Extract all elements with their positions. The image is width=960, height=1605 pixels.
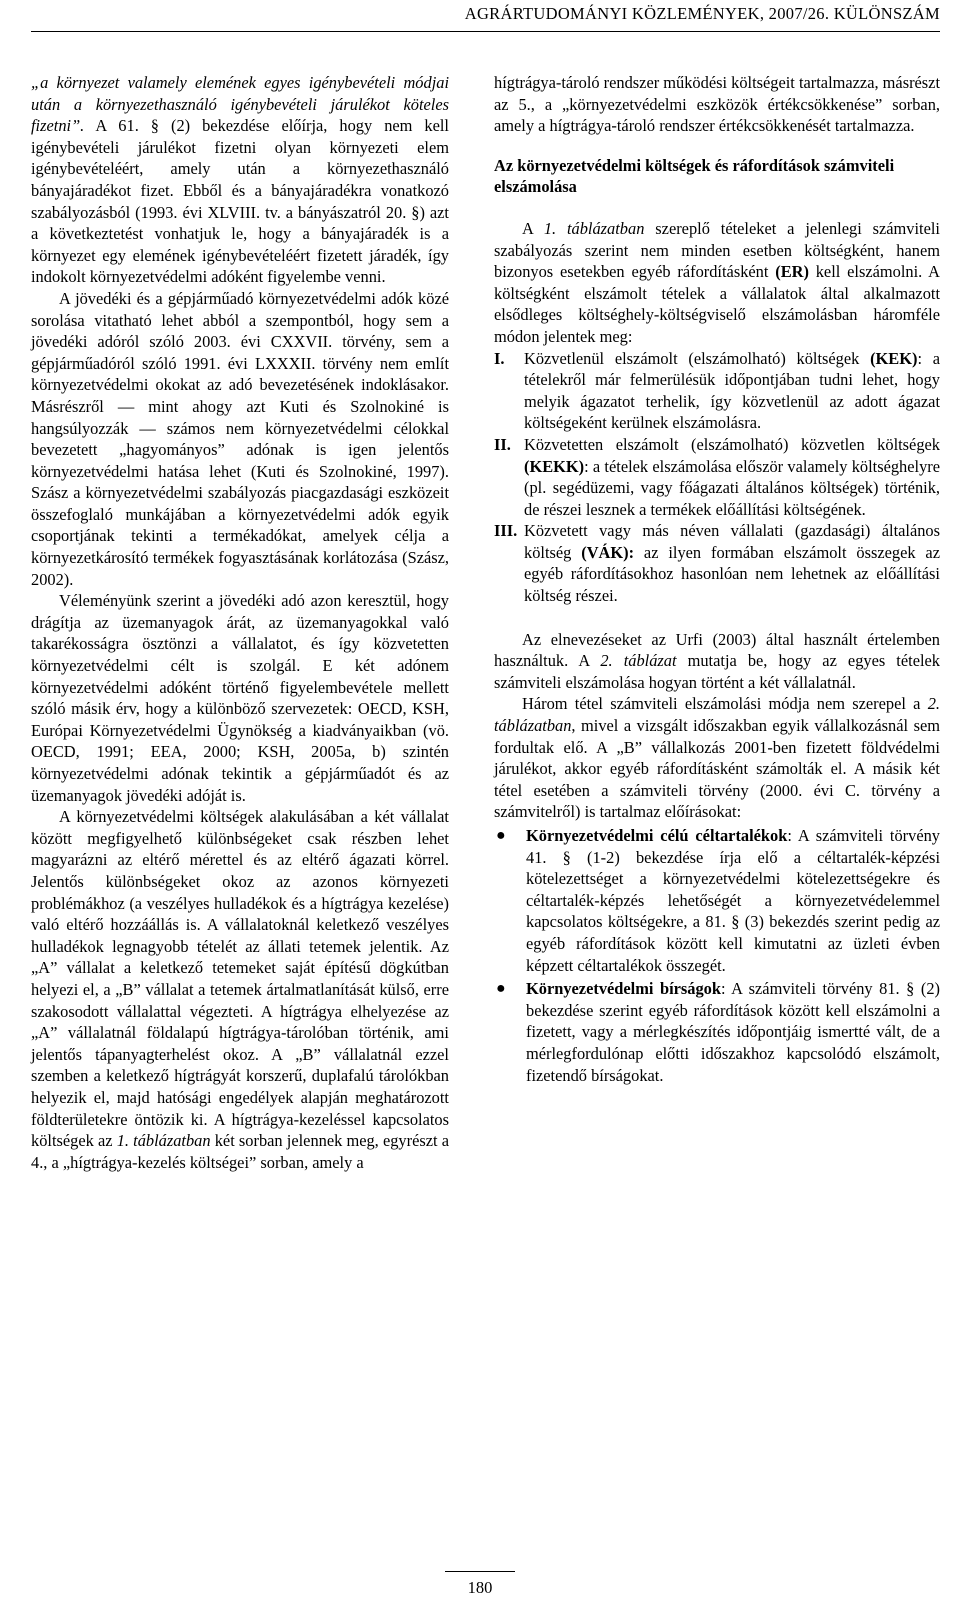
roman-list-item xyxy=(494,520,940,606)
bullet-term: Környezetvédelmi bírságok xyxy=(526,979,721,999)
bullet-description: : A számviteli törvény 41. § (1-2) bekezdése írja elő a céltartalék-képzési kötelezettséget a környezetvédelmi kötelezettségekre és céltartalék-képzés lehetőségét a környezetvédelemmel kapcsolatos költségekre, a 81. § (3) bekezdés szerint pedig az egyéb ráfordítások között kell kimutatni az üzleti évben képzett céltartalékok összegét. xyxy=(526,826,940,975)
roman-numeral: I. xyxy=(494,348,505,368)
right-paragraph-2-end: kell elszámolni. A költségként elszámolt tételek a vállalatok által alkalmazott elsődleges költséghely-költségviselő elszámolásban háromféle módon jelentek meg: xyxy=(494,262,940,346)
roman-item-text-start: Közvetlenül elszámolt (elszámolható) költségek xyxy=(524,348,871,368)
roman-list-item xyxy=(494,434,940,520)
right-paragraph-4 xyxy=(494,693,940,823)
right-column xyxy=(494,72,940,1086)
footer-rule xyxy=(445,1571,515,1572)
running-header: AGRÁRTUDOMÁNYI KÖZLEMÉNYEK, 2007/26. KÜLÖNSZÁM xyxy=(464,4,940,23)
roman-list-item xyxy=(494,348,940,434)
roman-item-abbreviation: (KEK) xyxy=(870,348,918,368)
left-paragraph-3: Véleményünk szerint a jövedéki adó azon keresztül, hogy drágítja az üzemanyagok árát, az üzemanyagokkal való takarékosságra ösztönzi a vállalatot, és így közvetetten környezetvédelmi célt is szolgál. E két adónem környezetvédelmi adóként történő figyelembevétele mellett szóló másik érv, hogy a különböző szervezetek: OECD, KSH, Európai Környezetvédelmi Ügynökség a kiadványaikban (vö. OECD, 1991; EEA, 2000; KSH, 2005a, b) szintén környezetvédelmi adónak tekintik a gépjárműadót és az üzemanyagok jövedéki adóját is. xyxy=(31,591,449,805)
right-paragraph-3 xyxy=(494,629,940,694)
roman-item-text-end: : a tételek elszámolása először valamely költséghelyre (pl. segédüzemi, vagy főágazati általános költségek) történik, de részei lesznek a termékek előállítási költségének. xyxy=(524,456,940,519)
left-paragraph-4 xyxy=(31,806,449,1173)
table-reference: 2. táblázat xyxy=(600,651,677,671)
roman-numeral: II. xyxy=(494,434,511,454)
roman-item-abbreviation: (VÁK): xyxy=(581,542,635,562)
right-paragraph-4-start: Három tétel számviteli elszámolási módja nem szerepel a xyxy=(522,694,928,714)
right-paragraph-2 xyxy=(494,218,940,348)
table-reference: 2. táblázatban xyxy=(494,694,940,736)
left-paragraph-4-text: A környezetvédelmi költségek alakulásában a két vállalat között megfigyelhető különbségeket csak részben lehet magyarázni az eltérő mérettel és az eltérő ágazati körrel. Jelentős különbségeket okoz az azonos környezeti problémákhoz (a veszélyes hulladékok és a hígtrágya kezelése) való eltérő hozzáállás is. A vállalatoknál keletkező veszélyes hulladékok legnagyobb tételét az állati tetemek jelentik. Az „A” vállalat a keletkező tetemeket saját építésű dögkútban helyezi el, a „B” vállalat a tetemek ártalmatlanítását külső, erre szakosodott vállalattal végezteti. A hígtrágya elhelyezése az „A” vállalatnál földalapú hígtrágya-tárolóban történik, ami jelentős tápanyagterhelést okoz. A „B” vállalatnál ezzel szemben a keletkező hígtrágyát korszerű, duplafalú tárolókban helyezik el, majd hatósági engedélyek alapján meghatározott földterületekre öntözik ki. A hígtrágya-kezeléssel kapcsolatos költségek az xyxy=(31,807,449,1151)
roman-item-abbreviation: (KEKK) xyxy=(524,456,585,476)
header-rule xyxy=(31,31,940,32)
page-number: 180 xyxy=(467,1578,493,1597)
left-paragraph-4-end: két sorban jelennek meg, egyrészt a 4., a „hígtrágya-kezelés költségei” sorban, amely a xyxy=(31,1131,449,1172)
roman-item-text xyxy=(524,434,940,520)
roman-item-text-start: Közvetett vagy más néven vállalati (gazdasági) általános költség xyxy=(524,521,940,562)
left-paragraph-1-text: A 61. § (2) bekezdése előírja, hogy nem kell igénybevételi járulékot fizetni olyan környezeti elem igénybevételéért, amely után a környezethasználó bányajáradékot fizet. Ebből és a bányajáradékra vonatkozó szabályozásból (1993. évi XLVIII. tv. a bányászatról 20. §) azt a következtetést vonhatjuk le, hogy a bányajáradék is a környezet egy elemének igénybevételéért fizetett járadék, így indokolt környezetvédelmi adóként figyelembe venni. xyxy=(31,116,449,287)
bullet-text xyxy=(526,978,940,1086)
table-reference: 1. táblázatban xyxy=(543,218,645,238)
bullet-term: Környezetvédelmi célú céltartalékok xyxy=(526,826,788,845)
roman-item-text xyxy=(524,348,940,434)
roman-item-text xyxy=(524,520,940,606)
right-paragraph-3-start: Az elnevezéseket az Urfi (2003) által használt értelemben használtuk. A xyxy=(494,629,940,671)
bullet-icon: ● xyxy=(496,827,506,844)
roman-numeral: III. xyxy=(494,521,518,541)
section-heading: Az környezetvédelmi költségek és ráfordítások számviteli elszámolása xyxy=(494,155,895,197)
left-paragraph-2: A jövedéki és a gépjárműadó környezetvédelmi adók közé sorolása vitatható lehet abból a szempontból, hogy sem a jövedéki adóról szóló 2003. évi CXXVII. törvény, sem a gépjárműadóról szóló 1991. évi LXXXII. törvény nem említ környezetvédelmi okokat az adó bevezetésének indoklásakor. Másrészről ― mint ahogy azt Kuti és Szolnokiné is hangsúlyozzák ― számos nem környezetvédelmi célokkal bevezetett „hagyományos” adónak is igen jelentős környezetvédelmi hatása lehet (Kuti és Szolnokiné, 1997). Szász a környezetvédelmi szabályozás piacgazdasági eszközeit összefoglaló munkájában a környezetvédelmi adók egyik csoportjának tekinti a termékadókat, amelyek célja a környezetkárosító termékek fogyasztásának korlátozása (Szász, 2002). xyxy=(31,288,449,589)
right-paragraph-3-end: mutatja be, hogy az egyes tételek számviteli elszámolása hogyan történt a két vállalatnál. xyxy=(494,651,940,692)
roman-item-text-end: az ilyen formában elszámolt összegek az egyéb ráfordításokhoz hasonlóan nem lehetnek az előállítási költség részei. xyxy=(524,542,940,606)
table-reference: 1. táblázatban xyxy=(116,1131,211,1151)
left-column xyxy=(31,72,449,1173)
quote-italic: „a környezet valamely elemének egyes igénybevételi módjai után a környezethasználó igénybevételi járulékot köteles fizetni”. xyxy=(31,73,449,136)
bullet-description: : A számviteli törvény 81. § (2) bekezdése szerint egyéb ráfordítások között kell elszámolni a fizetett, vagy a mérlegkészítés időpontjáig ismertté vált, de a mérlegfordulónap előtti időszakhoz kapcsolódó elszámolt, fizetendő bírságokat. xyxy=(526,979,940,1085)
roman-item-text-end: : a tételekről már felmerülésük időpontjában tudni lehet, hogy melyik ágazatot terhelik, így közvetlenül az adott ágazat költségeként kerülnek elszámolásra. xyxy=(524,348,941,433)
right-paragraph-2-text: szereplő tételeket a jelenlegi számviteli szabályozás szerint nem minden esetben költségként, hanem bizonyos esetekben egyéb ráfordításként xyxy=(494,218,940,282)
bullet-text xyxy=(526,825,940,976)
bullet-icon: ● xyxy=(496,980,506,998)
right-paragraph-4-end: , mivel a vizsgált időszakban egyik vállalkozásnál sem fordultak elő. A „B” vállalkozás 2001-ben fizetett földvédelmi járulékot, akkor egyéb ráfordításként számolták el. A másik két tétel esetében a számviteli törvény (2000. évi C. törvény a számvitelről) is tartalmaz előírásokat: xyxy=(494,716,940,822)
left-paragraph-1 xyxy=(31,72,449,288)
bullet-item xyxy=(494,825,940,976)
bullet-item xyxy=(494,978,940,1086)
right-paragraph-1: hígtrágya-tároló rendszer működési költségeit tartalmazza, másrészt az 5., a „környezetvédelmi eszközök értékcsökkenése” sorban, amely a hígtrágya-tároló rendszer értékcsökkenését tartalmazza. xyxy=(494,73,941,136)
er-abbreviation: (ER) xyxy=(775,262,809,282)
right-paragraph-2-start: A xyxy=(522,218,544,238)
roman-item-text-start: Közvetetten elszámolt (elszámolható) közvetlen költségek xyxy=(524,434,940,454)
